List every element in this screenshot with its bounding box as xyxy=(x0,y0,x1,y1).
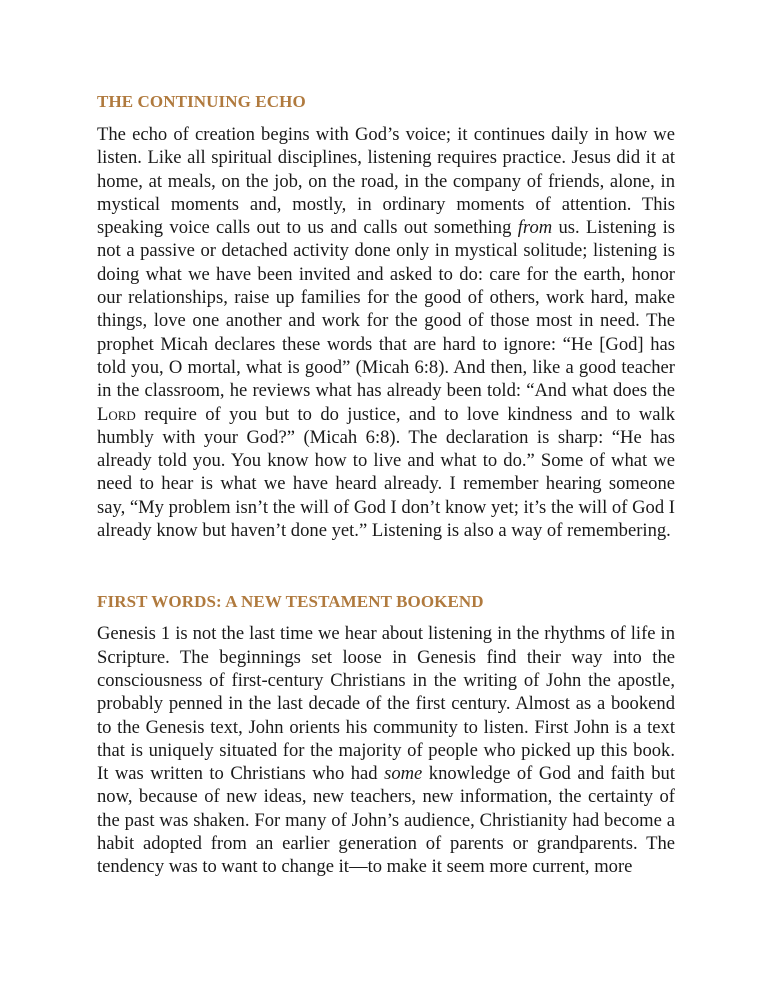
section-heading-continuing-echo: THE CONTINUING ECHO xyxy=(97,92,306,111)
emphasis-from: from xyxy=(517,217,553,239)
section-heading-first-words: FIRST WORDS: A NEW TESTAMENT BOOKEND xyxy=(97,592,484,612)
document-page xyxy=(97,89,675,879)
paragraph-text: Genesis 1 is not the last time we hear about listening in the rhythms of life in Scripture. The beginnings set loose in Genesis find their way into the consciousness of first-century Christians in the writing of John the apostle, probably penned in the last decade of the first century. Almost as a bookend to the Genesis text, John orients his community to listen. First John is a text that is uniquely situated for the majority of people who picked up this book. It was written to Christians who had xyxy=(97,623,675,785)
paragraph-text: The echo of creation begins with God’s voice; it continues daily in how we listen. Like all spiritual disciplines, listening requires practice. Jesus did it at home, at meals, on the job, on the road, in the company of friends, alone, in mystical moments and, mostly, in ordinary moments of attention. This speaking voice calls out to us and calls out something xyxy=(97,124,675,239)
lord-smallcaps: Lord xyxy=(97,403,136,425)
paragraph-text: require of you but to do justice, and to love kindness and to walk humbly with your God?” (Micah 6:8). The declaration is sharp: “He has already told you. You know how to live and what to do.” Some of what we need to hear is what we have heard already. I remember hearing someone say, “My problem isn’t the will of God I don’t know yet; it’s the will of God I already know but haven’t done yet.” Listening is also a way of remembering. xyxy=(97,403,675,542)
paragraph-text: us. Listening is not a passive or detached activity done only in mystical solitude; listening is doing what we have been invited and asked to do: care for the earth, honor our relationships, raise up families for the good of others, work hard, make things, love one another and work for the good of those most in need. The prophet Micah declares these words that are hard to ignore: “He [God] has told you, O mortal, what is good” (Micah 6:8). And then, like a good teacher in the classroom, he reviews what has already been told: “And what does the xyxy=(97,217,676,402)
emphasis-some: some xyxy=(384,763,423,785)
paragraph-continuing-echo xyxy=(97,123,675,542)
paragraph-first-words xyxy=(97,622,675,878)
paragraph-text: knowledge of God and faith but now, because of new ideas, new teachers, new information, the certainty of the past was shaken. For many of John’s audience, Christianity had become a habit adopted from an earlier generation of parents or grandparents. The tendency was to want to change it—to make it seem more current, more xyxy=(97,763,675,878)
